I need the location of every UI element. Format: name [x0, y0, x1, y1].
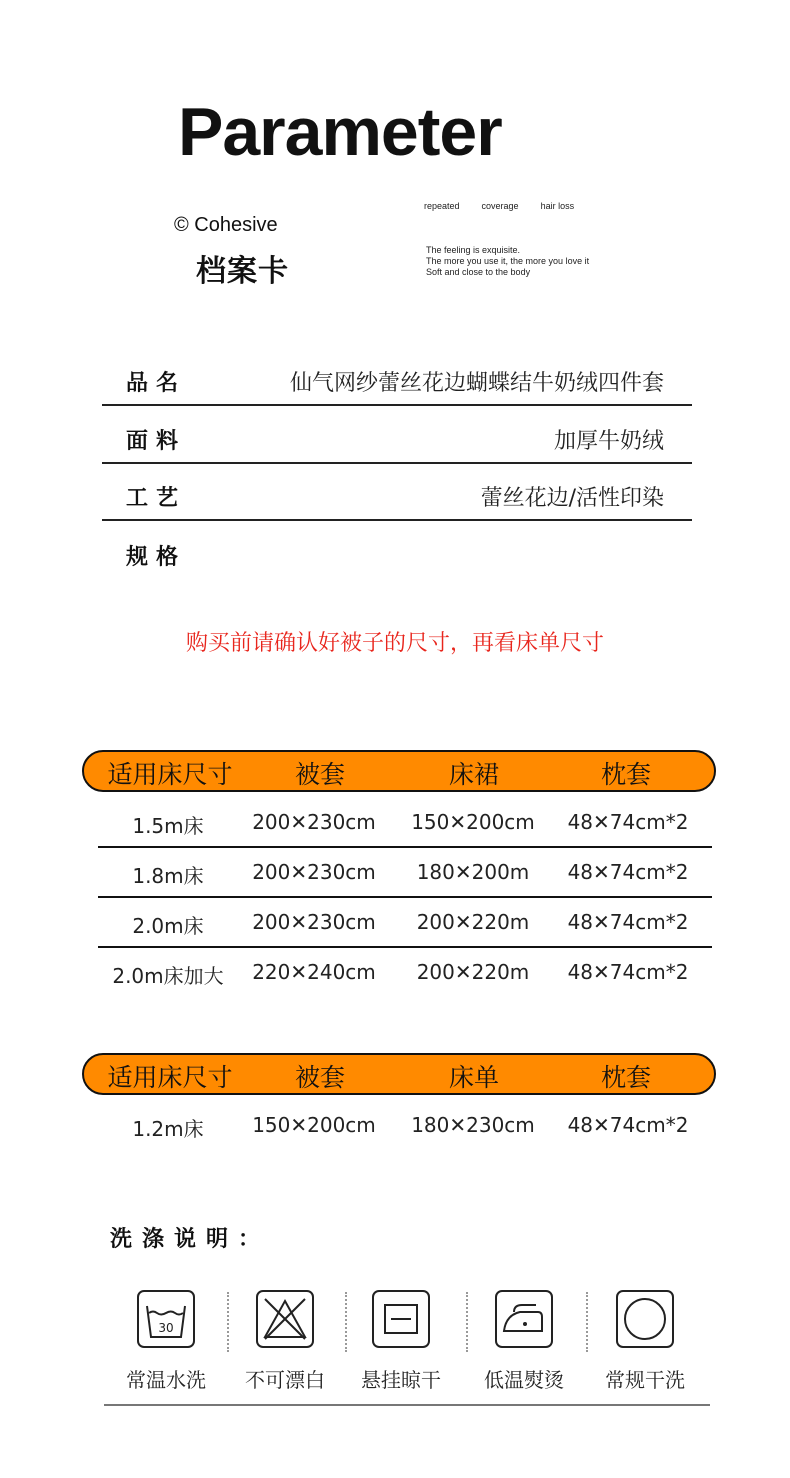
table-row: [98, 1101, 712, 1151]
divider: [586, 1292, 588, 1352]
wash-30-icon: [137, 1290, 195, 1348]
line-dry-icon: [372, 1290, 430, 1348]
param-label: 面料: [126, 429, 187, 454]
divider: [466, 1292, 468, 1352]
tagline-line: The more you use it, the more you love it: [426, 256, 590, 266]
table-cell: 200✕230cm: [252, 860, 376, 884]
param-row-fabric: [102, 416, 692, 464]
wash-item: [116, 1290, 216, 1400]
table-cell: 1.2m床: [132, 1117, 204, 1141]
wash-label: 常温水洗: [126, 1368, 206, 1392]
page-subtitle: 档案卡: [196, 254, 289, 289]
table-cell: 200✕230cm: [252, 910, 376, 934]
tagline: [426, 245, 589, 278]
table-cell: 2.0m床加大: [112, 964, 224, 988]
wash-temp: 30: [158, 1321, 174, 1335]
table-cell: 200✕220m: [416, 960, 530, 984]
no-bleach-icon: [256, 1290, 314, 1348]
divider: [227, 1292, 229, 1352]
param-row-craft: [102, 473, 692, 521]
washing-title: 洗涤说明：: [110, 1227, 271, 1252]
header-cell: 枕套: [600, 1063, 651, 1092]
wash-item: [351, 1290, 451, 1400]
table-cell: 48✕74cm*2: [567, 810, 689, 834]
header-cell: 被套: [294, 1063, 345, 1092]
param-row-spec: [102, 532, 692, 580]
param-value: 仙气网纱蕾丝花边蝴蝶结牛奶绒四件套: [289, 371, 664, 396]
wash-item: [235, 1290, 335, 1400]
header-cell: 适用床尺寸: [107, 1063, 233, 1092]
table-cell: 220✕240cm: [252, 960, 376, 984]
table-cell: 48✕74cm*2: [567, 1113, 689, 1137]
param-label: 规格: [126, 545, 187, 570]
tag-item: coverage: [481, 201, 519, 211]
wash-item: [595, 1290, 695, 1400]
param-row-name: [102, 358, 692, 406]
table-row: [98, 898, 712, 948]
table-row: [98, 948, 712, 998]
param-label: 品名: [126, 371, 187, 396]
wash-label: 低温熨烫: [484, 1368, 564, 1392]
header-cell: 床裙: [448, 760, 499, 789]
table-cell: 1.8m床: [132, 864, 204, 888]
table-cell: 48✕74cm*2: [567, 910, 689, 934]
param-value: 加厚牛奶绒: [553, 429, 664, 454]
wash-label: 常规干洗: [605, 1368, 685, 1392]
iron-low-icon: [495, 1290, 553, 1348]
param-label: 工艺: [126, 486, 187, 511]
table-cell: 2.0m床: [132, 914, 204, 938]
brand-name: © Cohesive: [174, 214, 278, 236]
page-title: Parameter: [178, 94, 502, 170]
table-cell: 180✕230cm: [411, 1113, 535, 1137]
table-cell: 180✕200m: [416, 860, 530, 884]
param-value: 蕾丝花边/活性印染: [480, 486, 664, 511]
wash-label: 悬挂晾干: [361, 1368, 441, 1392]
bottom-divider: [104, 1404, 710, 1406]
tag-list: [424, 201, 624, 211]
size-table-header: [82, 750, 716, 792]
size-notice: 购买前请确认好被子的尺寸，再看床单尺寸: [185, 631, 604, 656]
dry-clean-icon: [616, 1290, 674, 1348]
table-cell: 150✕200cm: [252, 1113, 376, 1137]
tagline-line: The feeling is exquisite.: [426, 245, 521, 255]
tagline-line: Soft and close to the body: [426, 267, 531, 277]
tag-item: repeated: [424, 201, 460, 211]
wash-item: [474, 1290, 574, 1400]
table-cell: 48✕74cm*2: [567, 960, 689, 984]
table-row: [98, 848, 712, 898]
table-cell: 150✕200cm: [411, 810, 535, 834]
table-cell: 200✕220m: [416, 910, 530, 934]
wash-label: 不可漂白: [245, 1368, 325, 1392]
header-cell: 枕套: [600, 760, 651, 789]
table-cell: 1.5m床: [132, 814, 204, 838]
header-cell: 适用床尺寸: [107, 760, 233, 789]
table-row: [98, 798, 712, 848]
header-cell: 被套: [294, 760, 345, 789]
table-cell: 48✕74cm*2: [567, 860, 689, 884]
size-table-header: [82, 1053, 716, 1095]
table-cell: 200✕230cm: [252, 810, 376, 834]
header-cell: 床单: [448, 1063, 499, 1092]
tag-item: hair loss: [540, 201, 575, 211]
divider: [345, 1292, 347, 1352]
